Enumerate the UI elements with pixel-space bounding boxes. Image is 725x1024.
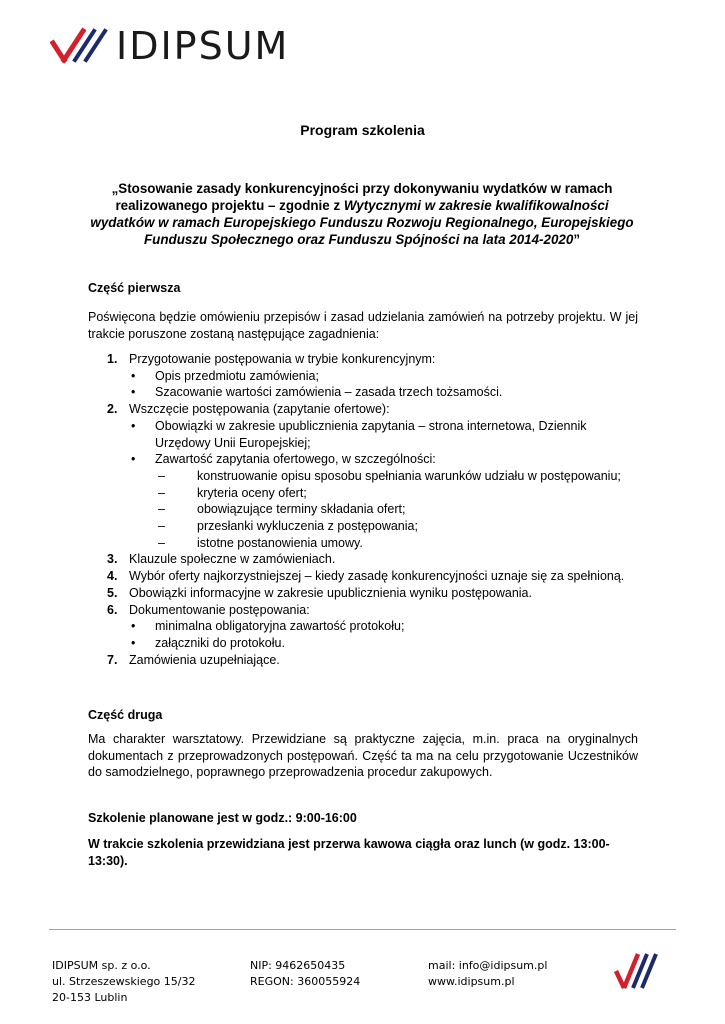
- footer-logo-mark-icon: [613, 946, 663, 1001]
- bullet-icon: •: [131, 619, 136, 634]
- bullet-icon: •: [131, 635, 136, 650]
- bullet-icon: •: [131, 368, 136, 383]
- list-item: 6. Dokumentowanie postępowania: • minimalna obligatoryjna zawartość protokołu; • załączniki do protokołu.: [88, 602, 638, 652]
- list-item: 1. Przygotowanie postępowania w trybie konkurencyjnym: • Opis przedmiotu zamówienia; • Szacowanie wartości zamówienia – zasada trzech tożsamości.: [88, 351, 638, 401]
- schedule-hours: Szkolenie planowane jest w godz.: 9:00-16:00: [88, 811, 357, 825]
- list-item: 3. Klauzule społeczne w zamówieniach.: [107, 552, 336, 567]
- list-item: • minimalna obligatoryjna zawartość protokołu;: [131, 619, 405, 634]
- list-item: 2. Wszczęcie postępowania (zapytanie ofertowe): • Obowiązki w zakresie upublicznienia zapytania – strona internetowa, Dziennik Urzędowy Unii Europejskiej; • Zawartość zapytania ofertowego, w szczególności: – konstruowanie opisu sposobu spełniania warunków udziału w postępowaniu; – kryteria oceny ofert; – obowiązujące terminy składania ofert; – przesłanki wykluczenia z postępowania; – istotne postanowienia umowy.: [88, 401, 638, 551]
- list-item: – przesłanki wykluczenia z postępowania;: [158, 519, 418, 534]
- list-item: 5. Obowiązki informacyjne w zakresie upublicznienia wyniku postępowania.: [107, 585, 532, 600]
- part-one-heading: Część pierwsza: [88, 281, 181, 295]
- dash-icon: –: [158, 502, 165, 517]
- list-item: • Zawartość zapytania ofertowego, w szczególności: – konstruowanie opisu sposobu spełniania warunków udziału w postępowaniu; – kryteria oceny ofert; – obowiązujące terminy składania ofert; – przesłanki wykluczenia z postępowania; – istotne postanowienia umowy.: [129, 451, 638, 551]
- page-title: Program szkolenia: [300, 122, 425, 138]
- email-link[interactable]: mail: info@idipsum.pl: [428, 959, 548, 972]
- part-two-text: Ma charakter warsztatowy. Przewidziane są praktyczne zajęcia, m.in. praca na oryginalnych dokumentach z przeprowadzonych postępowań. Część ta ma na celu przygotowanie Uczestników do samodzielnego, poprawnego przeprowadzenia procedur zakupowych.: [88, 732, 638, 780]
- list-item: – istotne postanowienia umowy.: [158, 535, 363, 550]
- dash-icon: –: [158, 485, 165, 500]
- part-one-intro: Poświęcona będzie omówieniu przepisów i zasad udzielania zamówień na potrzeby projektu. W jej trakcie poruszone zostaną następujące zagadnienia:: [88, 310, 638, 341]
- topics-list: [88, 351, 638, 668]
- list-item: – konstruowanie opisu sposobu spełniania warunków udziału w postępowaniu;: [158, 468, 621, 483]
- dash-icon: –: [158, 535, 165, 550]
- company-logo: [50, 26, 289, 66]
- website-link[interactable]: www.idipsum.pl: [428, 975, 515, 988]
- bullet-icon: •: [131, 418, 136, 433]
- training-subtitle: „Stosowanie zasady konkurencyjności przy dokonywaniu wydatków w ramach realizowanego projektu – zgodnie z Wytycznymi w zakresie kwalifikowalności wydatków w ramach Europejskiego Funduszu Rozwoju Regionalnego, Europejskiego Funduszu Społecznego oraz Funduszu Spójności na lata 2014-2020”: [90, 181, 634, 247]
- list-item: • Opis przedmiotu zamówienia;: [131, 368, 319, 383]
- logo-mark-icon: [50, 26, 110, 66]
- footer-ids: NIP: 9462650435 REGON: 360055924: [250, 959, 361, 988]
- footer-divider: [49, 929, 676, 930]
- footer-contact: [428, 958, 547, 990]
- dash-icon: –: [158, 519, 165, 534]
- dash-icon: –: [158, 468, 165, 483]
- logo-wordmark: IDIPSUM: [116, 24, 290, 68]
- list-item: – kryteria oceny ofert;: [158, 485, 307, 500]
- part-two-heading: Część druga: [88, 708, 163, 722]
- list-item: • Obowiązki w zakresie upublicznienia zapytania – strona internetowa, Dziennik Urzędowy Unii Europejskiej;: [131, 418, 587, 450]
- part-one-section: [88, 280, 638, 297]
- footer-company: IDIPSUM sp. z o.o. ul. Strzeszewskiego 15/32 20-153 Lublin: [52, 959, 196, 1004]
- list-item: 7. Zamówienia uzupełniające.: [107, 652, 280, 667]
- list-item: 4. Wybór oferty najkorzystniejszej – kiedy zasadę konkurencyjności uznaje się za spełnioną.: [107, 569, 625, 584]
- list-item: • Szacowanie wartości zamówienia – zasada trzech tożsamości.: [131, 385, 503, 400]
- bullet-icon: •: [131, 385, 136, 400]
- list-item: – obowiązujące terminy składania ofert;: [158, 502, 406, 517]
- bullet-icon: •: [131, 452, 136, 467]
- list-item: • załączniki do protokołu.: [131, 635, 285, 650]
- schedule-break: W trakcie szkolenia przewidziana jest przerwa kawowa ciągła oraz lunch (w godz. 13:00-13:30).: [88, 837, 610, 868]
